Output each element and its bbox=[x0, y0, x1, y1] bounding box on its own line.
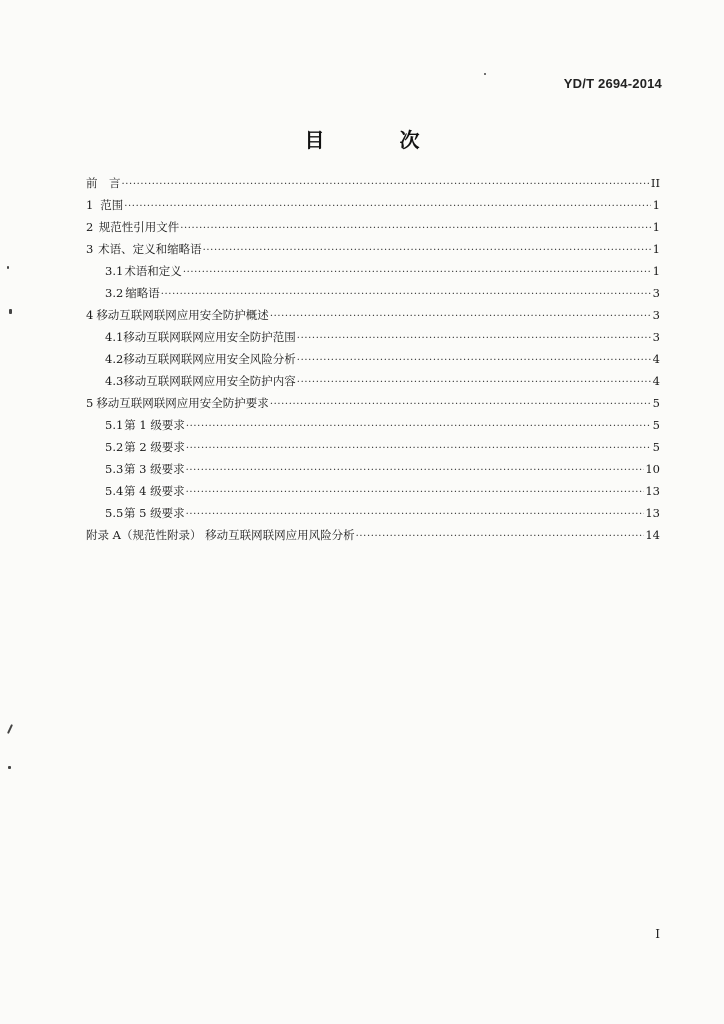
scan-speck bbox=[484, 73, 486, 75]
toc-entry[interactable] bbox=[86, 282, 660, 304]
toc-entry-title: 术语、定义和缩略语 bbox=[98, 242, 202, 256]
toc-entry[interactable] bbox=[86, 172, 660, 194]
toc-entry-page: 13 bbox=[645, 506, 660, 520]
toc-entry[interactable] bbox=[86, 370, 660, 392]
dot-leader bbox=[270, 394, 651, 416]
toc-entry-title: 第 2 级要求 bbox=[124, 440, 185, 454]
toc-entry-number: 2 bbox=[86, 220, 94, 234]
page-number: I bbox=[655, 927, 660, 941]
scan-speck bbox=[7, 266, 9, 269]
toc-entry[interactable] bbox=[86, 458, 660, 480]
standard-code: YD/T 2694-2014 bbox=[563, 76, 662, 91]
dot-leader bbox=[297, 328, 651, 350]
toc-entry[interactable] bbox=[86, 194, 660, 216]
toc-entry-title: 移动互联网联网应用安全防护要求 bbox=[96, 396, 269, 410]
toc-entry-number: 3.1 bbox=[105, 264, 124, 278]
toc-entry-title: 第 3 级要求 bbox=[123, 462, 185, 476]
dot-leader bbox=[186, 482, 645, 504]
toc-entry-title: 第 1 级要求 bbox=[124, 418, 185, 432]
toc-entry-page: 13 bbox=[645, 484, 660, 498]
dot-leader bbox=[297, 350, 651, 372]
page-title: 目 次 bbox=[304, 128, 454, 152]
dot-leader bbox=[180, 218, 651, 240]
dot-leader bbox=[122, 174, 650, 196]
toc-entry[interactable] bbox=[86, 238, 660, 260]
toc-entry[interactable] bbox=[86, 304, 660, 326]
toc-entry-page: 4 bbox=[652, 374, 660, 388]
dot-leader bbox=[203, 240, 651, 262]
dot-leader bbox=[161, 284, 651, 306]
dot-leader bbox=[186, 504, 645, 526]
scan-speck bbox=[9, 309, 12, 314]
toc-entry-page: 5 bbox=[652, 418, 660, 432]
toc-entry-title: 移动互联网联网应用安全风险分析 bbox=[123, 352, 296, 366]
dot-leader bbox=[186, 416, 651, 438]
toc-entry[interactable] bbox=[86, 524, 660, 546]
toc-entry-title: 缩略语 bbox=[125, 286, 160, 300]
dot-leader bbox=[356, 526, 645, 548]
toc-entry[interactable] bbox=[86, 502, 660, 524]
table-of-contents bbox=[86, 172, 660, 546]
toc-entry-number: 1 bbox=[86, 198, 94, 212]
toc-entry-title: 移动互联网联网应用安全防护范围 bbox=[123, 330, 296, 344]
toc-entry-page: 3 bbox=[652, 330, 660, 344]
toc-entry[interactable] bbox=[86, 392, 660, 414]
toc-entry-number: 4.2 bbox=[105, 352, 124, 366]
toc-entry-title: 第 5 级要求 bbox=[123, 506, 185, 520]
toc-entry-page: 1 bbox=[652, 264, 660, 278]
toc-entry-page: 3 bbox=[652, 286, 660, 300]
toc-entry-number: 4.3 bbox=[105, 374, 124, 388]
toc-entry-page: II bbox=[650, 176, 660, 190]
toc-entry-page: 1 bbox=[652, 220, 660, 234]
toc-entry-number: 5.4 bbox=[105, 484, 124, 498]
toc-entry-page: 1 bbox=[652, 242, 660, 256]
toc-entry-number: 4 bbox=[86, 308, 94, 322]
toc-entry[interactable] bbox=[86, 260, 660, 282]
toc-entry-page: 10 bbox=[645, 462, 660, 476]
dot-leader bbox=[186, 438, 651, 460]
toc-entry-number: 5.2 bbox=[105, 440, 124, 454]
toc-entry-title: 移动互联网联网应用安全防护内容 bbox=[123, 374, 296, 388]
toc-entry-number: 5.5 bbox=[105, 506, 124, 520]
dot-leader bbox=[297, 372, 651, 394]
toc-entry[interactable] bbox=[86, 414, 660, 436]
toc-entry[interactable] bbox=[86, 326, 660, 348]
dot-leader bbox=[183, 262, 651, 284]
toc-entry-title: 移动互联网联网应用安全防护概述 bbox=[96, 308, 269, 322]
toc-entry-page: 3 bbox=[652, 308, 660, 322]
toc-entry[interactable] bbox=[86, 480, 660, 502]
toc-entry-number: 3 bbox=[86, 242, 94, 256]
scan-speck bbox=[7, 724, 13, 734]
toc-entry-page: 1 bbox=[652, 198, 660, 212]
scan-speck bbox=[8, 766, 11, 769]
toc-entry-title: 规范性引用文件 bbox=[98, 220, 180, 234]
toc-entry-number: 3.2 bbox=[105, 286, 124, 300]
toc-entry[interactable] bbox=[86, 348, 660, 370]
toc-entry-page: 4 bbox=[652, 352, 660, 366]
toc-entry-title: 范围 bbox=[100, 198, 124, 212]
dot-leader bbox=[186, 460, 645, 482]
dot-leader bbox=[270, 306, 651, 328]
toc-entry-title: 术语和定义 bbox=[124, 264, 182, 278]
toc-entry-number: 5.1 bbox=[105, 418, 124, 432]
dot-leader bbox=[124, 196, 651, 218]
toc-entry-page: 5 bbox=[652, 440, 660, 454]
toc-entry-page: 14 bbox=[645, 528, 660, 542]
toc-entry-number: 5.3 bbox=[105, 462, 124, 476]
toc-entry-title: 第 4 级要求 bbox=[123, 484, 185, 498]
toc-entry-number: 4.1 bbox=[105, 330, 124, 344]
toc-entry-title: 附录 A（规范性附录） 移动互联网联网应用风险分析 bbox=[86, 528, 355, 542]
toc-entry[interactable] bbox=[86, 216, 660, 238]
toc-entry-title: 前 言 bbox=[86, 176, 121, 190]
toc-entry[interactable] bbox=[86, 436, 660, 458]
toc-entry-page: 5 bbox=[652, 396, 660, 410]
toc-entry-number: 5 bbox=[86, 396, 94, 410]
